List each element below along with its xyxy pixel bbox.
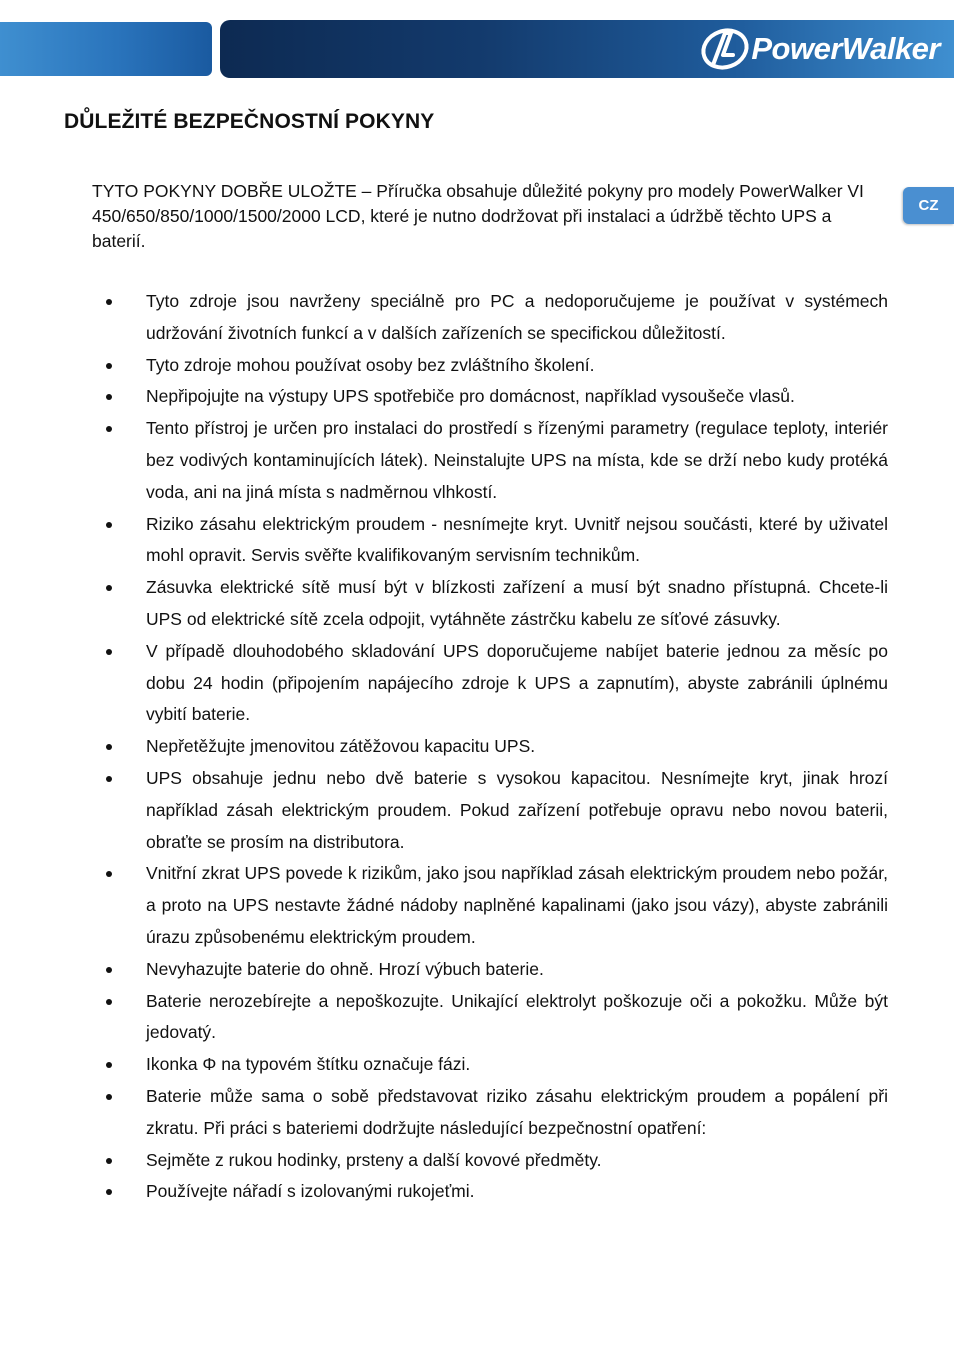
list-item-text: Baterie nerozebírejte a nepoškozujte. Unikající elektrolyt poškozuje oči a pokožku. Může být jedovatý. [146,990,888,1043]
bullet-icon [106,999,112,1005]
list-item-text: Tyto zdroje mohou používat osoby bez zvláštního školení. [146,354,595,375]
bullet-icon [106,585,112,591]
list-item [92,350,888,382]
bullet-icon [106,1158,112,1164]
bullet-icon [106,1094,112,1100]
list-item [92,986,888,1050]
bullet-icon [106,1189,112,1195]
bullet-icon [106,394,112,400]
list-item-text: Baterie může sama o sobě představovat riziko zásahu elektrickým proudem a popálení při zkratu. Při práci s bateriemi dodržujte následující bezpečnostní opatření: [146,1085,888,1138]
list-item [92,1049,888,1081]
list-item [92,572,888,636]
list-item-text: Nevyhazujte baterie do ohně. Hrozí výbuch baterie. [146,958,544,979]
bullet-icon [106,649,112,655]
safety-instructions-list [92,286,888,1208]
intro-paragraph: TYTO POKYNY DOBŘE ULOŽTE – Příručka obsahuje důležité pokyny pro modely PowerWalker VI 450/650/850/1000/1500/2000 LCD, které je nutno dodržovat při instalaci a údržbě těchto UPS a baterií. [92,181,864,251]
bullet-icon [106,744,112,750]
list-item [92,1081,888,1145]
bullet-icon [106,522,112,528]
page-title: DŮLEŽITÉ BEZPEČNOSTNÍ POKYNY [64,110,435,133]
bullet-icon [106,426,112,432]
list-item-text: Tyto zdroje jsou navrženy speciálně pro PC a nedoporučujeme je používat v systémech udržování životních funkcí a v dalších zařízeních se specifickou důležitostí. [146,291,888,343]
bullet-icon [106,363,112,369]
bullet-icon [106,967,112,973]
header-bar-right [220,20,954,78]
list-item-text: Zásuvka elektrické sítě musí být v blízkosti zařízení a musí být snadno přístupná. Chcete-li UPS od elektrické sítě zcela odpojit, vytáhněte zástrčku kabelu ze síťové zásuvky. [146,577,888,629]
list-item-text: Sejměte z rukou hodinky, prsteny a další kovové předměty. [146,1149,602,1170]
list-item-text: Vnitřní zkrat UPS povede k rizikům, jako jsou například zásah elektrickým proudem nebo požár, a proto na UPS nestavte žádné nádoby naplněné kapalinami (jako jsou vázy), abyste zabránili úrazu způsobenému elektrickým proudem. [146,863,888,947]
list-item [92,509,888,573]
powerwalker-logo-icon [695,25,755,73]
list-item-text: UPS obsahuje jednu nebo dvě baterie s vysokou kapacitou. Nesnímejte kryt, jinak hrozí například zásah elektrickým proudem. Pokud zařízení potřebuje opravu nebo novou baterii, obraťte se prosím na distributora. [146,767,888,852]
bullet-icon [106,776,112,782]
list-item-text: Ikonka Φ na typovém štítku označuje fázi. [146,1054,471,1075]
list-item [92,413,888,508]
page-header [0,20,954,78]
list-item [92,636,888,731]
powerwalker-logo [695,24,940,74]
list-item [92,731,888,763]
list-item-text: Používejte nářadí s izolovanými rukojeťmi. [146,1181,475,1202]
language-tab-label: CZ [918,197,939,214]
language-tab-cz [903,187,954,224]
bullet-icon [106,1062,112,1068]
list-item-text: V případě dlouhodobého skladování UPS doporučujeme nabíjet baterie jednou za měsíc po dobu 24 hodin (připojením napájecího zdroje k UPS a zapnutím), abyste zabránili úplnému vybití baterie. [146,640,888,725]
list-item [92,954,888,986]
list-item [92,1145,888,1177]
header-bar-left [0,22,212,76]
list-item-text: Tento přístroj je určen pro instalaci do prostředí s řízenými parametry (regulace teploty, interiér bez vodivých kontaminujících látek). Neinstalujte UPS na místa, kde se drží nebo kudy protéká voda, ani na jiná místa s nadměrnou vlhkostí. [146,418,888,502]
list-item [92,286,888,350]
list-item [92,381,888,413]
list-item [92,858,888,953]
list-item [92,1176,888,1208]
bullet-icon [106,299,112,305]
list-item-text: Nepřetěžujte jmenovitou zátěžovou kapacitu UPS. [146,736,536,757]
list-item-text: Riziko zásahu elektrickým proudem - nesnímejte kryt. Uvnitř nejsou součásti, které by uživatel mohl opravit. Servis svěřte kvalifikovaným servisním technikům. [146,513,888,566]
list-item-text: Nepřipojujte na výstupy UPS spotřebiče pro domácnost, například vysoušeče vlasů. [146,386,795,407]
bullet-icon [106,871,112,877]
list-item [92,763,888,858]
brand-name: PowerWalker [751,31,940,66]
